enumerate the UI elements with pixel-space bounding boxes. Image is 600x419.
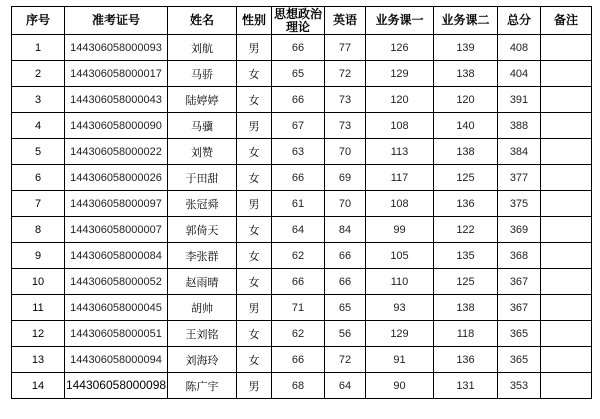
cell-course1-score: 120 bbox=[366, 87, 434, 113]
cell-total-score: 391 bbox=[498, 87, 541, 113]
cell-name: 马骥 bbox=[168, 113, 237, 139]
cell-total-score: 388 bbox=[498, 113, 541, 139]
cell-no: 13 bbox=[12, 347, 65, 373]
cell-course1-score: 90 bbox=[366, 373, 434, 399]
cell-course1-score: 91 bbox=[366, 347, 434, 373]
cell-politics-score: 66 bbox=[272, 269, 325, 295]
cell-politics-score: 62 bbox=[272, 243, 325, 269]
cell-course2-score: 140 bbox=[434, 113, 498, 139]
cell-english-score: 69 bbox=[325, 165, 366, 191]
cell-no: 2 bbox=[12, 61, 65, 87]
header-row bbox=[12, 7, 592, 35]
table-row bbox=[12, 113, 592, 139]
table-row bbox=[12, 87, 592, 113]
cell-note bbox=[541, 243, 592, 269]
cell-note bbox=[541, 35, 592, 61]
cell-gender: 女 bbox=[237, 269, 272, 295]
cell-no: 8 bbox=[12, 217, 65, 243]
score-table bbox=[11, 6, 592, 399]
cell-course2-score: 120 bbox=[434, 87, 498, 113]
cell-course1-score: 105 bbox=[366, 243, 434, 269]
cell-course2-score: 136 bbox=[434, 347, 498, 373]
cell-politics-score: 65 bbox=[272, 61, 325, 87]
cell-admission-id: 144306058000022 bbox=[65, 139, 168, 165]
cell-name: 郭倚天 bbox=[168, 217, 237, 243]
cell-note bbox=[541, 113, 592, 139]
cell-total-score: 368 bbox=[498, 243, 541, 269]
table-row bbox=[12, 347, 592, 373]
header-course1: 业务课一 bbox=[366, 7, 434, 35]
table-row bbox=[12, 269, 592, 295]
cell-admission-id: 144306058000090 bbox=[65, 113, 168, 139]
header-english: 英语 bbox=[325, 7, 366, 35]
header-no: 序号 bbox=[12, 7, 65, 35]
header-course2: 业务课二 bbox=[434, 7, 498, 35]
table-row bbox=[12, 295, 592, 321]
cell-name: 陈广宇 bbox=[168, 373, 237, 399]
cell-course1-score: 93 bbox=[366, 295, 434, 321]
cell-admission-id: 144306058000052 bbox=[65, 269, 168, 295]
cell-total-score: 365 bbox=[498, 321, 541, 347]
cell-course2-score: 138 bbox=[434, 139, 498, 165]
header-note: 备注 bbox=[541, 7, 592, 35]
cell-no: 5 bbox=[12, 139, 65, 165]
cell-english-score: 84 bbox=[325, 217, 366, 243]
table-row bbox=[12, 243, 592, 269]
cell-english-score: 65 bbox=[325, 295, 366, 321]
cell-course2-score: 139 bbox=[434, 35, 498, 61]
cell-no: 9 bbox=[12, 243, 65, 269]
cell-politics-score: 64 bbox=[272, 217, 325, 243]
cell-note bbox=[541, 191, 592, 217]
cell-gender: 男 bbox=[237, 373, 272, 399]
cell-course1-score: 108 bbox=[366, 113, 434, 139]
cell-gender: 女 bbox=[237, 139, 272, 165]
cell-gender: 男 bbox=[237, 295, 272, 321]
cell-admission-id: 144306058000094 bbox=[65, 347, 168, 373]
cell-course1-score: 108 bbox=[366, 191, 434, 217]
cell-no: 6 bbox=[12, 165, 65, 191]
cell-politics-score: 66 bbox=[272, 87, 325, 113]
cell-course1-score: 110 bbox=[366, 269, 434, 295]
cell-english-score: 72 bbox=[325, 347, 366, 373]
cell-course2-score: 125 bbox=[434, 165, 498, 191]
cell-english-score: 77 bbox=[325, 35, 366, 61]
cell-no: 14 bbox=[12, 373, 65, 399]
cell-name: 胡帅 bbox=[168, 295, 237, 321]
cell-name: 马骄 bbox=[168, 61, 237, 87]
cell-name: 陆婷婷 bbox=[168, 87, 237, 113]
cell-total-score: 408 bbox=[498, 35, 541, 61]
cell-total-score: 365 bbox=[498, 347, 541, 373]
cell-no: 4 bbox=[12, 113, 65, 139]
cell-note bbox=[541, 269, 592, 295]
cell-admission-id: 144306058000098 bbox=[65, 373, 168, 399]
cell-course1-score: 113 bbox=[366, 139, 434, 165]
cell-gender: 男 bbox=[237, 35, 272, 61]
cell-admission-id: 144306058000051 bbox=[65, 321, 168, 347]
cell-course1-score: 129 bbox=[366, 321, 434, 347]
cell-note bbox=[541, 61, 592, 87]
cell-course1-score: 117 bbox=[366, 165, 434, 191]
cell-gender: 男 bbox=[237, 191, 272, 217]
cell-total-score: 353 bbox=[498, 373, 541, 399]
cell-english-score: 66 bbox=[325, 269, 366, 295]
cell-course2-score: 122 bbox=[434, 217, 498, 243]
cell-course2-score: 136 bbox=[434, 191, 498, 217]
table-body bbox=[12, 35, 592, 399]
cell-admission-id: 144306058000084 bbox=[65, 243, 168, 269]
cell-english-score: 66 bbox=[325, 243, 366, 269]
cell-total-score: 377 bbox=[498, 165, 541, 191]
cell-english-score: 56 bbox=[325, 321, 366, 347]
cell-total-score: 375 bbox=[498, 191, 541, 217]
cell-total-score: 369 bbox=[498, 217, 541, 243]
cell-name: 张冠舜 bbox=[168, 191, 237, 217]
header-name: 姓名 bbox=[168, 7, 237, 35]
cell-gender: 女 bbox=[237, 347, 272, 373]
cell-name: 刘海玲 bbox=[168, 347, 237, 373]
cell-admission-id: 144306058000045 bbox=[65, 295, 168, 321]
cell-admission-id: 144306058000043 bbox=[65, 87, 168, 113]
cell-no: 3 bbox=[12, 87, 65, 113]
table-row bbox=[12, 321, 592, 347]
cell-no: 12 bbox=[12, 321, 65, 347]
cell-name: 于田甜 bbox=[168, 165, 237, 191]
cell-english-score: 64 bbox=[325, 373, 366, 399]
cell-gender: 女 bbox=[237, 165, 272, 191]
cell-english-score: 73 bbox=[325, 87, 366, 113]
cell-course2-score: 125 bbox=[434, 269, 498, 295]
cell-course2-score: 138 bbox=[434, 61, 498, 87]
table-row bbox=[12, 217, 592, 243]
cell-note bbox=[541, 165, 592, 191]
cell-total-score: 384 bbox=[498, 139, 541, 165]
table-row bbox=[12, 191, 592, 217]
cell-note bbox=[541, 87, 592, 113]
cell-course2-score: 135 bbox=[434, 243, 498, 269]
table-row bbox=[12, 165, 592, 191]
table-row bbox=[12, 61, 592, 87]
cell-politics-score: 66 bbox=[272, 165, 325, 191]
table-row bbox=[12, 373, 592, 399]
cell-course2-score: 118 bbox=[434, 321, 498, 347]
cell-total-score: 404 bbox=[498, 61, 541, 87]
table-row bbox=[12, 139, 592, 165]
cell-gender: 男 bbox=[237, 113, 272, 139]
cell-total-score: 367 bbox=[498, 295, 541, 321]
cell-gender: 女 bbox=[237, 217, 272, 243]
cell-gender: 女 bbox=[237, 321, 272, 347]
cell-admission-id: 144306058000026 bbox=[65, 165, 168, 191]
table-row bbox=[12, 35, 592, 61]
cell-politics-score: 66 bbox=[272, 35, 325, 61]
cell-politics-score: 67 bbox=[272, 113, 325, 139]
cell-note bbox=[541, 373, 592, 399]
header-total: 总分 bbox=[498, 7, 541, 35]
cell-no: 7 bbox=[12, 191, 65, 217]
cell-course1-score: 99 bbox=[366, 217, 434, 243]
cell-note bbox=[541, 217, 592, 243]
cell-gender: 女 bbox=[237, 61, 272, 87]
cell-note bbox=[541, 347, 592, 373]
header-id: 准考证号 bbox=[65, 7, 168, 35]
cell-admission-id: 144306058000017 bbox=[65, 61, 168, 87]
cell-note bbox=[541, 295, 592, 321]
cell-name: 刘赞 bbox=[168, 139, 237, 165]
cell-admission-id: 144306058000093 bbox=[65, 35, 168, 61]
cell-english-score: 73 bbox=[325, 113, 366, 139]
cell-note bbox=[541, 139, 592, 165]
cell-politics-score: 66 bbox=[272, 347, 325, 373]
cell-no: 10 bbox=[12, 269, 65, 295]
cell-english-score: 70 bbox=[325, 139, 366, 165]
header-politics: 思想政治理论 bbox=[272, 7, 325, 35]
cell-name: 李张群 bbox=[168, 243, 237, 269]
cell-gender: 女 bbox=[237, 87, 272, 113]
cell-note bbox=[541, 321, 592, 347]
cell-english-score: 70 bbox=[325, 191, 366, 217]
cell-english-score: 72 bbox=[325, 61, 366, 87]
cell-politics-score: 62 bbox=[272, 321, 325, 347]
cell-course2-score: 131 bbox=[434, 373, 498, 399]
header-gender: 性别 bbox=[237, 7, 272, 35]
cell-politics-score: 71 bbox=[272, 295, 325, 321]
cell-course1-score: 126 bbox=[366, 35, 434, 61]
cell-politics-score: 63 bbox=[272, 139, 325, 165]
cell-name: 刘航 bbox=[168, 35, 237, 61]
cell-politics-score: 68 bbox=[272, 373, 325, 399]
cell-admission-id: 144306058000007 bbox=[65, 217, 168, 243]
cell-no: 1 bbox=[12, 35, 65, 61]
cell-course1-score: 129 bbox=[366, 61, 434, 87]
cell-no: 11 bbox=[12, 295, 65, 321]
cell-gender: 女 bbox=[237, 243, 272, 269]
cell-total-score: 367 bbox=[498, 269, 541, 295]
cell-name: 王刘铭 bbox=[168, 321, 237, 347]
cell-politics-score: 61 bbox=[272, 191, 325, 217]
cell-admission-id: 144306058000097 bbox=[65, 191, 168, 217]
cell-name: 赵雨晴 bbox=[168, 269, 237, 295]
cell-course2-score: 138 bbox=[434, 295, 498, 321]
